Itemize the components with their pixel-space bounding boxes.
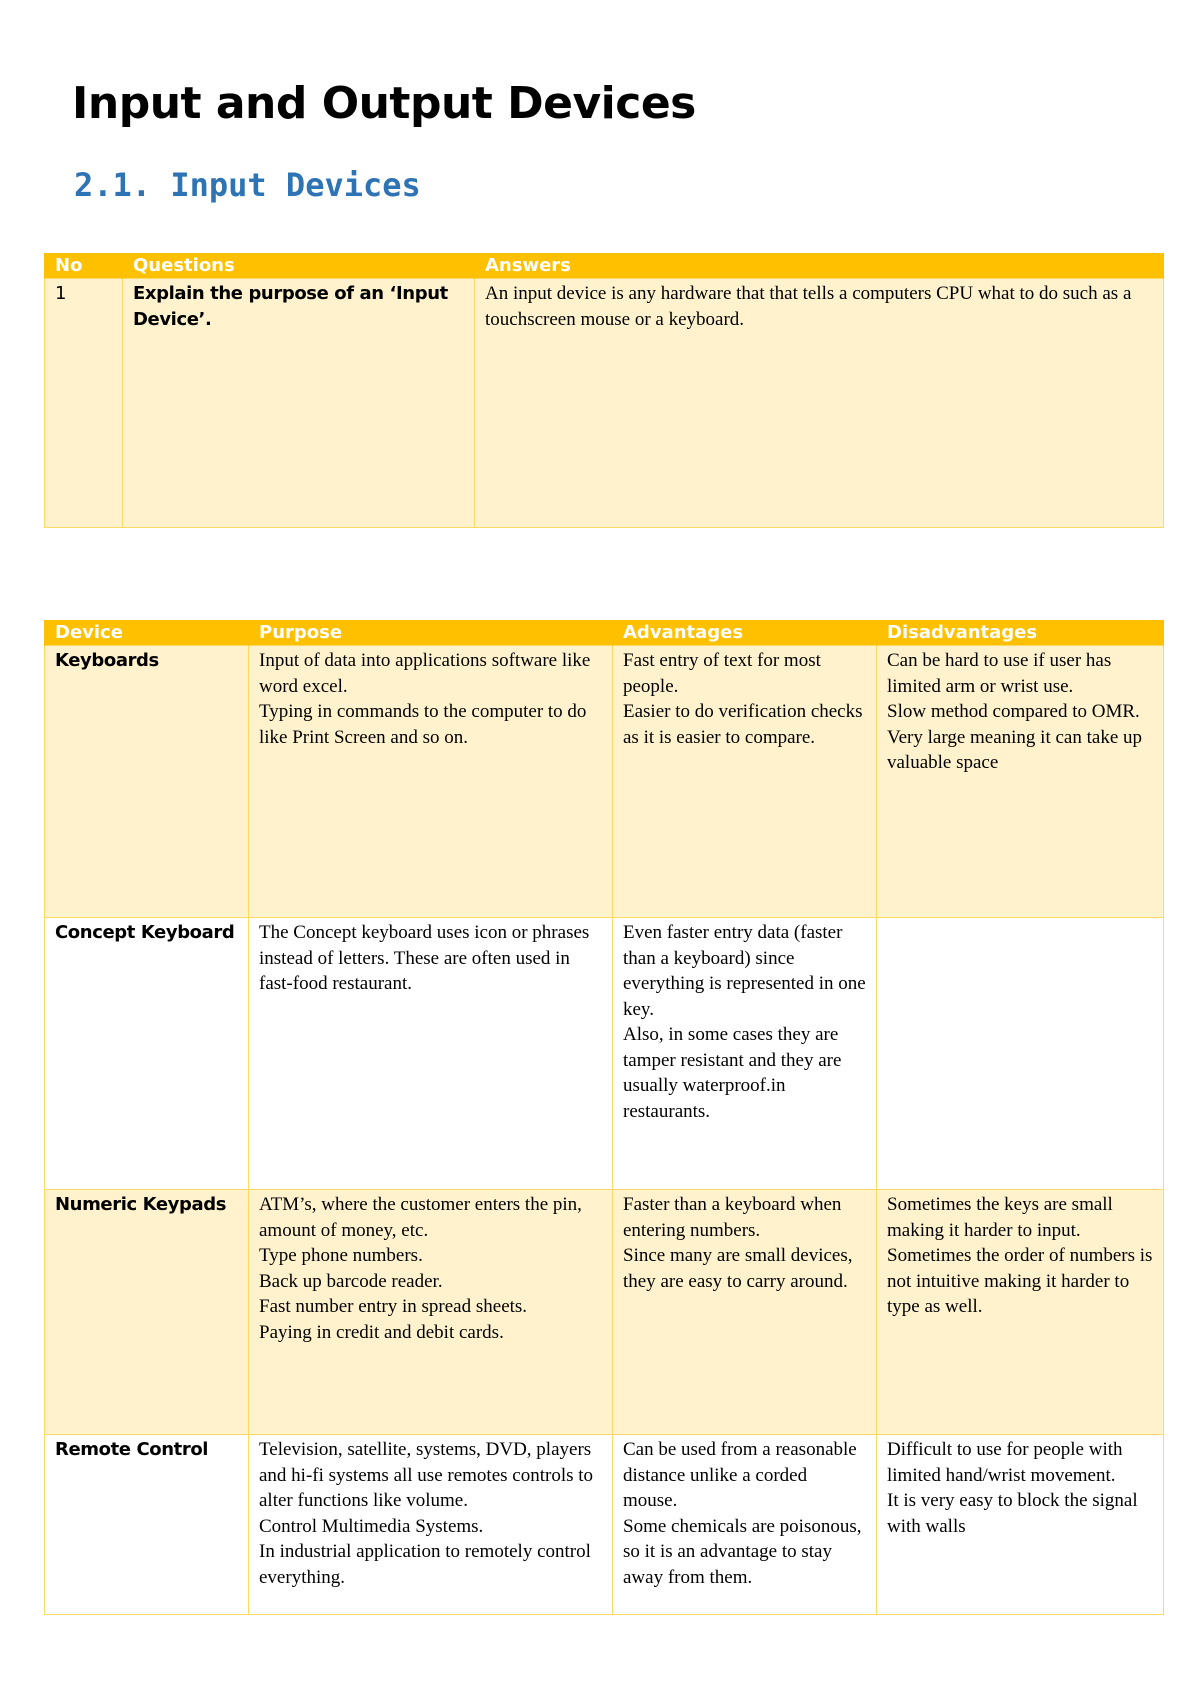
table-row <box>45 279 1164 528</box>
questions-table <box>44 253 1164 528</box>
advantages-cell: Can be used from a reasonable distance unlike a corded mouse. Some chemicals are poisonous, so it is an advantage to stay away from them. <box>613 1435 877 1615</box>
table-row <box>45 1435 1164 1615</box>
section-heading: 2.1. Input Devices <box>74 166 421 204</box>
table-header-row <box>45 620 1164 646</box>
devices-table <box>44 620 1164 1615</box>
advantages-cell: Even faster entry data (faster than a keyboard) since everything is represented in one key. Also, in some cases they are tamper resistant and they are usually waterproof.in restaurants. <box>613 918 877 1190</box>
device-name: Concept Keyboard <box>45 918 249 1190</box>
table-row <box>45 646 1164 918</box>
column-header-purpose: Purpose <box>249 620 613 646</box>
device-name: Remote Control <box>45 1435 249 1615</box>
disadvantages-cell: Can be hard to use if user has limited arm or wrist use. Slow method compared to OMR. Very large meaning it can take up valuable space <box>877 646 1164 918</box>
purpose-cell: ATM’s, where the customer enters the pin, amount of money, etc. Type phone numbers. Back up barcode reader. Fast number entry in spread sheets. Paying in credit and debit cards. <box>249 1190 613 1435</box>
device-name: Numeric Keypads <box>45 1190 249 1435</box>
purpose-cell: Input of data into applications software like word excel. Typing in commands to the computer to do like Print Screen and so on. <box>249 646 613 918</box>
disadvantages-cell <box>877 918 1164 1190</box>
column-header-questions: Questions <box>123 253 475 279</box>
column-header-device: Device <box>45 620 249 646</box>
question-number: 1 <box>45 279 123 528</box>
disadvantages-cell: Difficult to use for people with limited hand/wrist movement. It is very easy to block the signal with walls <box>877 1435 1164 1615</box>
column-header-disadvantages: Disadvantages <box>877 620 1164 646</box>
question-text: Explain the purpose of an ‘Input Device’. <box>123 279 475 528</box>
table-row <box>45 1190 1164 1435</box>
table-row <box>45 918 1164 1190</box>
advantages-cell: Fast entry of text for most people. Easier to do verification checks as it is easier to compare. <box>613 646 877 918</box>
table-header-row <box>45 253 1164 279</box>
answer-text: An input device is any hardware that that tells a computers CPU what to do such as a touchscreen mouse or a keyboard. <box>475 279 1164 528</box>
column-header-advantages: Advantages <box>613 620 877 646</box>
disadvantages-cell: Sometimes the keys are small making it harder to input. Sometimes the order of numbers is not intuitive making it harder to type as well. <box>877 1190 1164 1435</box>
purpose-cell: The Concept keyboard uses icon or phrases instead of letters. These are often used in fast-food restaurant. <box>249 918 613 1190</box>
purpose-cell: Television, satellite, systems, DVD, players and hi-fi systems all use remotes controls to alter functions like volume. Control Multimedia Systems. In industrial application to remotely control everything. <box>249 1435 613 1615</box>
column-header-no: No <box>45 253 123 279</box>
column-header-answers: Answers <box>475 253 1164 279</box>
device-name: Keyboards <box>45 646 249 918</box>
page-title: Input and Output Devices <box>72 78 696 129</box>
advantages-cell: Faster than a keyboard when entering numbers. Since many are small devices, they are easy to carry around. <box>613 1190 877 1435</box>
